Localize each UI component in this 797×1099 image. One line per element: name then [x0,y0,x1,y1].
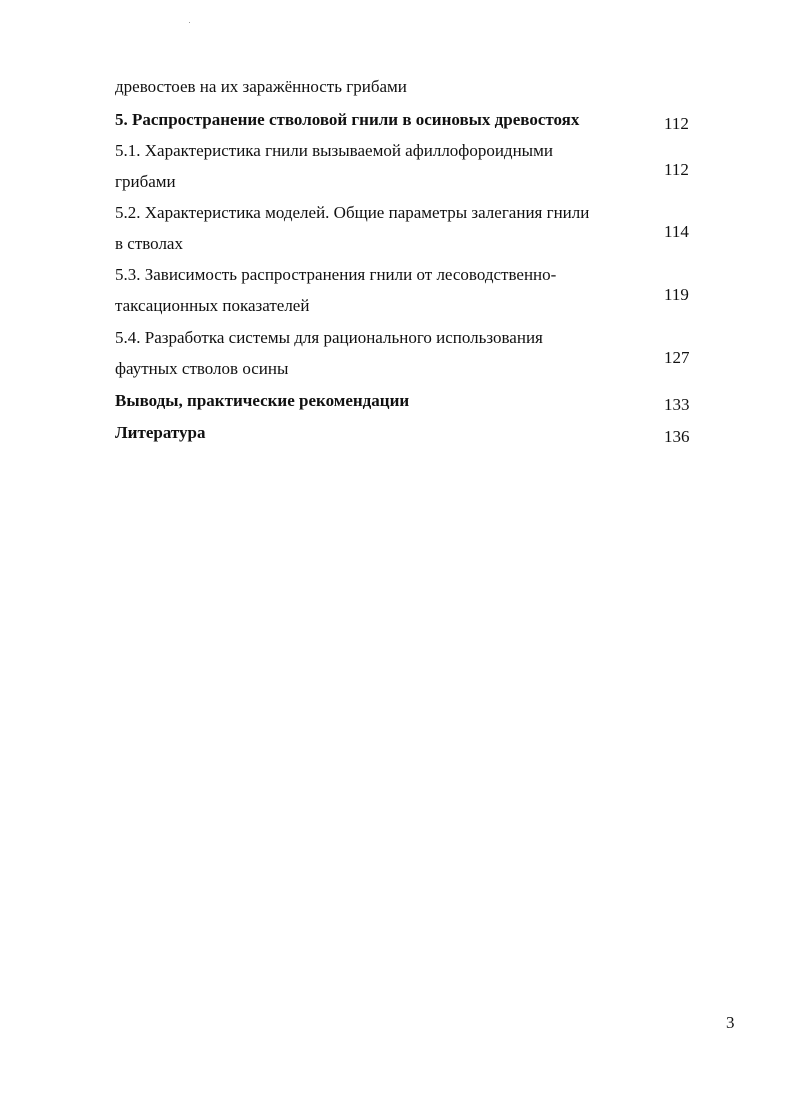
toc-entry-5-4-page: 127 [664,348,690,367]
toc-entry-5-4-title-line-1: 5.4. Разработка системы для рационального использования [115,328,543,347]
toc-entry-literature-page: 136 [664,427,690,446]
toc-entry-5-3-title-line-1: 5.3. Зависимость распространения гнили от лесоводственно- [115,265,557,284]
toc-entry-conclusions-page: 133 [664,395,690,414]
toc-entry-5-2-title-line-1: 5.2. Характеристика моделей. Общие параметры залегания гнили [115,203,590,222]
toc-entry-5-2-page: 114 [664,222,689,241]
toc-entry-chapter-5-title: 5. Распространение стволовой гнили в осиновых древостоях [115,110,580,129]
scan-speck [189,22,190,23]
page-number: 3 [726,1013,735,1032]
toc-entry-5-4-title-line-2: фаутных стволов осины [115,359,289,378]
toc-entry-literature-title: Литература [115,423,206,442]
toc-entry-5-1-title-line-2: грибами [115,172,176,191]
toc-entry-conclusions-title: Выводы, практические рекомендации [115,391,410,410]
toc-entry-5-3-page: 119 [664,285,689,304]
toc-entry-5-1-page: 112 [664,160,689,179]
toc-entry-5-1-title-line-1: 5.1. Характеристика гнили вызываемой афиллофороидными [115,141,553,160]
toc-entry-5-2-title-line-2: в стволах [115,234,183,253]
toc-entry-continuation-line: древостоев на их заражённость грибами [115,77,407,96]
toc-entry-chapter-5-page: 112 [664,114,689,133]
toc-entry-5-3-title-line-2: таксационных показателей [115,296,310,315]
